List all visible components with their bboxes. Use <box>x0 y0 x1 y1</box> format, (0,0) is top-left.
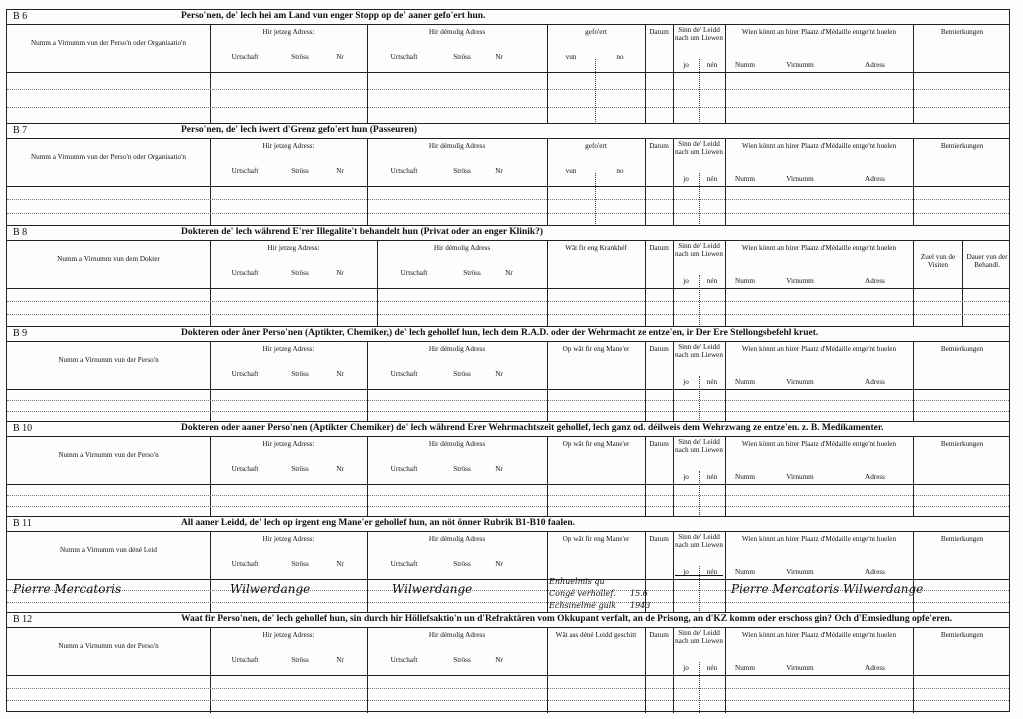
remarks-header: Bemierkungen <box>940 28 984 36</box>
header-divider <box>7 579 1009 580</box>
medal-header: Wien könnt an hirer Plaatz d'Médaille entge'nt huelen <box>741 631 897 639</box>
former-address-header: Hir démolig Adress <box>428 345 486 353</box>
current-street-header: Ströss <box>291 269 309 277</box>
yes-header: jo <box>683 175 689 183</box>
section-title: Dokteren oder åner Perso'nen (Aptikter, Chemiker,) de' lech gehollef hun, lech dem R.A.D. oder der Wehrmacht ze entze'en, ir Der Ere Stellongsbefehl kruet. <box>181 328 819 338</box>
handwritten-former-town[interactable]: Wilwerdange <box>392 582 473 596</box>
current-address-header: Hir jetzeg Adress: <box>262 345 315 353</box>
former-nr-header: Nr <box>495 370 503 378</box>
from-header: vun <box>565 53 577 61</box>
section-b10 <box>6 421 1010 516</box>
medal-name-header: Numm <box>735 277 755 285</box>
column-divider <box>645 342 646 422</box>
column-divider <box>210 25 211 124</box>
header-divider <box>7 484 1009 485</box>
medal-firstname-header: Virnumm <box>786 473 814 481</box>
handwritten-medal-entry[interactable]: Pierre Mercatoris Wilwerdange <box>731 582 924 596</box>
former-town-header: Urtschaft <box>390 53 418 61</box>
former-nr-header: Nr <box>495 465 503 473</box>
medal-address-header: Adress <box>865 568 885 576</box>
column-divider <box>595 173 596 226</box>
former-street-header: Ströss <box>453 656 471 664</box>
no-header: nén <box>706 568 718 576</box>
column-divider <box>645 437 646 517</box>
handwritten-date-1[interactable]: 15.6 <box>630 589 648 598</box>
row-line <box>7 602 1009 603</box>
current-street-header: Ströss <box>291 53 309 61</box>
medal-address-header: Adress <box>865 277 885 285</box>
column-divider <box>367 25 368 124</box>
former-nr-header: Nr <box>495 560 503 568</box>
name-header: Numm a Virnumm vun déné Leid <box>59 546 158 554</box>
header-divider <box>7 72 1009 73</box>
column-divider <box>547 437 548 517</box>
to-header: no <box>616 167 624 175</box>
column-divider <box>210 342 211 422</box>
from-header: vun <box>565 167 577 175</box>
current-address-header: Hir jetzeg Adress: <box>262 28 315 36</box>
current-nr-header: Nr <box>336 53 344 61</box>
date-header: Datum <box>649 631 669 639</box>
column4-header: gefo'ert <box>585 28 607 36</box>
medal-name-header: Numm <box>735 568 755 576</box>
column4-header: Op wât fir eng Mane'er <box>562 535 630 543</box>
section-code: B 7 <box>13 125 28 136</box>
current-nr-header: Nr <box>336 465 344 473</box>
date-header: Datum <box>649 345 669 353</box>
alive-header: Sinn de' Leidd nach um Liewen <box>675 533 723 549</box>
current-town-header: Urtschaft <box>231 656 259 664</box>
section-title: Perso'nen, de' lech iwert d'Grenz gefo'ert hun (Passeuren) <box>181 125 418 135</box>
row-line <box>7 301 1009 302</box>
medal-header: Wien könnt an hirer Plaatz d'Médaille entge'nt huelen <box>741 345 897 353</box>
medal-address-header: Adress <box>865 61 885 69</box>
header-divider <box>7 389 1009 390</box>
medal-firstname-header: Virnumm <box>786 664 814 672</box>
header-divider <box>7 288 1009 289</box>
medal-header: Wien könnt an hirer Plaatz d'Médaille entge'nt huelen <box>741 535 897 543</box>
current-town-header: Urtschaft <box>231 53 259 61</box>
former-street-header: Ströss <box>453 370 471 378</box>
medal-address-header: Adress <box>865 175 885 183</box>
date-header: Datum <box>649 535 669 543</box>
header-divider <box>7 186 1009 187</box>
section-b12 <box>6 612 1010 712</box>
row-line <box>7 199 1009 200</box>
handwritten-current-town[interactable]: Wilwerdange <box>230 582 311 596</box>
row-line <box>7 506 1009 507</box>
yes-header: jo <box>683 277 689 285</box>
former-nr-header: Nr <box>505 269 513 277</box>
current-town-header: Urtschaft <box>231 560 259 568</box>
column-divider <box>645 25 646 124</box>
section-b11 <box>6 516 1010 612</box>
section-title-bar <box>7 613 1009 628</box>
remarks-header: Bemierkungen <box>940 631 984 639</box>
medal-firstname-header: Virnumm <box>786 61 814 69</box>
medal-name-header: Numm <box>735 473 755 481</box>
date-header: Datum <box>649 142 669 150</box>
no-header: nén <box>706 664 718 672</box>
current-street-header: Ströss <box>291 167 309 175</box>
former-address-header: Hir démolig Adress <box>428 28 486 36</box>
current-street-header: Ströss <box>291 370 309 378</box>
section-code: B 12 <box>13 614 33 625</box>
former-address-header: Hir démolig Adress <box>428 631 486 639</box>
section-title-bar <box>7 422 1009 437</box>
date-header: Datum <box>649 28 669 36</box>
name-header: Numm a Virnumm vun der Perso'n <box>58 451 159 459</box>
medal-name-header: Numm <box>735 61 755 69</box>
section-code: B 8 <box>13 227 28 238</box>
medal-header: Wien könnt an hirer Plaatz d'Médaille entge'nt huelen <box>741 142 897 150</box>
former-address-header: Hir démolig Adress <box>433 244 491 252</box>
medal-firstname-header: Virnumm <box>786 277 814 285</box>
medal-firstname-header: Virnumm <box>786 175 814 183</box>
to-header: no <box>616 53 624 61</box>
handwritten-manner-2[interactable]: Congé verhollef. <box>549 589 616 598</box>
column4-header: gefo'ert <box>585 142 607 150</box>
section-code: B 10 <box>13 423 33 434</box>
former-address-header: Hir démolig Adress <box>428 535 486 543</box>
section-code: B 6 <box>13 11 28 22</box>
former-nr-header: Nr <box>495 167 503 175</box>
current-nr-header: Nr <box>336 370 344 378</box>
name-header: Numm a Virnumm vun der Perso'n <box>58 642 159 650</box>
no-header: nén <box>706 61 718 69</box>
row-line <box>7 107 1009 108</box>
current-town-header: Urtschaft <box>231 465 259 473</box>
date-header: Datum <box>649 244 669 252</box>
alive-header: Sinn de' Leidd nach um Liewen <box>675 140 723 156</box>
no-header: nén <box>706 473 718 481</box>
current-town-header: Urtschaft <box>231 269 259 277</box>
yes-header: jo <box>683 664 689 672</box>
header-divider <box>7 675 1009 676</box>
section-b6 <box>6 9 1010 123</box>
current-town-header: Urtschaft <box>231 370 259 378</box>
former-town-header: Urtschaft <box>390 560 418 568</box>
section-title: All aaner Leidd, de' lech op irgent eng Mane'er gehollef hun, an nöt önner Rubrik B1-B10 faalen. <box>181 518 576 528</box>
section-title-bar <box>7 124 1009 139</box>
visits-header: Zuel vun de Visiten <box>920 253 956 269</box>
column-divider <box>367 437 368 517</box>
current-nr-header: Nr <box>336 269 344 277</box>
row-line <box>7 89 1009 90</box>
current-address-header: Hir jetzeg Adress: <box>262 631 315 639</box>
current-address-header: Hir jetzeg Adress: <box>262 440 315 448</box>
yes-header: jo <box>683 378 689 386</box>
no-header: nén <box>706 277 718 285</box>
row-line <box>7 400 1009 401</box>
former-nr-header: Nr <box>495 53 503 61</box>
column4-header: Op wât fir eng Mane'er <box>562 440 630 448</box>
no-header: nén <box>706 378 718 386</box>
section-b8 <box>6 225 1010 326</box>
medal-address-header: Adress <box>865 664 885 672</box>
section-title: Dokteren oder aaner Perso'nen (Aptikter Chemiker) de' lech während Erer Wehrmachtszeit gehollef, lech ganz od. déilweis dem Wehrzwang ze entze'en. z. B. Medikamenter. <box>181 423 884 433</box>
section-title-bar <box>7 10 1009 25</box>
medal-name-header: Numm <box>735 664 755 672</box>
section-title-bar <box>7 517 1009 532</box>
current-nr-header: Nr <box>336 560 344 568</box>
medal-firstname-header: Virnumm <box>786 378 814 386</box>
name-header: Numm a Virnumm vun der Perso'n <box>58 356 159 364</box>
column-divider <box>547 25 548 124</box>
handwritten-date-2[interactable]: 1943 <box>630 601 651 610</box>
name-header: Numm a Virnumm vun dem Dokter <box>57 255 160 263</box>
column-divider <box>913 437 914 517</box>
former-town-header: Urtschaft <box>390 465 418 473</box>
former-town-header: Urtschaft <box>390 656 418 664</box>
former-street-header: Ströss <box>453 465 471 473</box>
former-town-header: Urtschaft <box>390 370 418 378</box>
former-town-header: Urtschaft <box>400 269 428 277</box>
column-divider <box>725 25 726 124</box>
row-line <box>7 688 1009 689</box>
former-street-header: Ströss <box>453 53 471 61</box>
handwritten-name[interactable]: Pierre Mercatoris <box>13 582 122 596</box>
medal-header: Wien könnt an hirer Plaatz d'Médaille entge'nt huelen <box>741 440 897 448</box>
current-street-header: Ströss <box>291 560 309 568</box>
column-divider <box>210 437 211 517</box>
alive-header: Sinn de' Leidd nach um Liewen <box>675 343 723 359</box>
current-town-header: Urtschaft <box>231 167 259 175</box>
alive-header: Sinn de' Leidd nach um Liewen <box>675 242 723 258</box>
column-divider <box>913 342 914 422</box>
handwritten-manner-1[interactable]: Enhuelmis qu <box>549 577 605 586</box>
row-line <box>7 411 1009 412</box>
current-nr-header: Nr <box>336 167 344 175</box>
medal-name-header: Numm <box>735 175 755 183</box>
remarks-header: Bemierkungen <box>940 345 984 353</box>
duration-header: Dauer vun der Behandl. <box>966 253 1008 269</box>
column-divider <box>547 342 548 422</box>
yes-header: jo <box>683 473 689 481</box>
row-line <box>7 495 1009 496</box>
current-street-header: Ströss <box>291 656 309 664</box>
no-header: nén <box>706 175 718 183</box>
former-street-header: Ströss <box>463 269 481 277</box>
medal-name-header: Numm <box>735 378 755 386</box>
section-title: Dokteren de' lech während E'rer Illegalite't behandelt hun (Privat oder an enger Klinik?) <box>181 227 544 237</box>
former-town-header: Urtschaft <box>390 167 418 175</box>
remarks-header: Bemierkungen <box>940 535 984 543</box>
medal-address-header: Adress <box>865 378 885 386</box>
handwritten-manner-3[interactable]: Echsinelmé gulk <box>549 601 617 610</box>
column-divider <box>595 59 596 124</box>
section-b7 <box>6 123 1010 225</box>
column4-header: Wât fir eng Krankhéf <box>565 244 627 252</box>
section-title: Perso'nen, de' lech hei am Land vun enger Stopp op de' aaner gefo'ert hun. <box>181 11 486 21</box>
remarks-header: Bemierkungen <box>940 142 984 150</box>
section-title-bar <box>7 327 1009 342</box>
medal-header: Wien könnt an hirer Plaatz d'Médaille entge'nt huelen <box>741 28 897 36</box>
current-nr-header: Nr <box>336 656 344 664</box>
alive-header: Sinn de' Leidd nach um Liewen <box>675 26 723 42</box>
yes-header: jo <box>683 568 689 576</box>
current-address-header: Hir jetzeg Adress: <box>267 244 320 252</box>
former-address-header: Hir démolig Adress <box>428 142 486 150</box>
date-header: Datum <box>649 440 669 448</box>
former-street-header: Ströss <box>453 167 471 175</box>
alive-header: Sinn de' Leidd nach um Liewen <box>675 438 723 454</box>
former-nr-header: Nr <box>495 656 503 664</box>
alive-header: Sinn de' Leidd nach um Liewen <box>675 629 723 645</box>
remarks-header: Bemierkungen <box>940 440 984 448</box>
name-header: Numm a Virnumm vun der Perso'n oder Organisatio'n <box>30 153 186 161</box>
section-code: B 11 <box>13 518 32 529</box>
row-line <box>7 700 1009 701</box>
current-address-header: Hir jetzeg Adress: <box>262 535 315 543</box>
current-address-header: Hir jetzeg Adress: <box>262 142 315 150</box>
medal-firstname-header: Virnumm <box>786 568 814 576</box>
row-line <box>7 213 1009 214</box>
section-b9 <box>6 326 1010 421</box>
yes-header: jo <box>683 61 689 69</box>
column4-header: Wât ass déné Leidd geschitt <box>555 631 637 639</box>
section-code: B 9 <box>13 328 28 339</box>
former-street-header: Ströss <box>453 560 471 568</box>
medal-header: Wien könnt an hirer Plaatz d'Médaille entge'nt huelen <box>741 244 897 252</box>
column-divider <box>913 25 914 124</box>
column-divider <box>367 342 368 422</box>
former-address-header: Hir démolig Adress <box>428 440 486 448</box>
row-line <box>7 314 1009 315</box>
current-street-header: Ströss <box>291 465 309 473</box>
section-title-bar <box>7 226 1009 241</box>
column4-header: Op wât fir eng Mane'er <box>562 345 630 353</box>
name-header: Numm a Virnumm vun der Perso'n oder Organisatio'n <box>30 39 186 47</box>
medal-address-header: Adress <box>865 473 885 481</box>
section-title: Waat fir Perso'nen, de' lech gehollef hun, sin durch hir Höllefsaktio'n un d'Refraktären vom Okkupant verfalt, an de Prisong, an d'KZ komm oder erschoss gin? Och d'Emsiedlung opfe'eren. <box>181 614 953 624</box>
handwritten-mark <box>675 575 723 576</box>
